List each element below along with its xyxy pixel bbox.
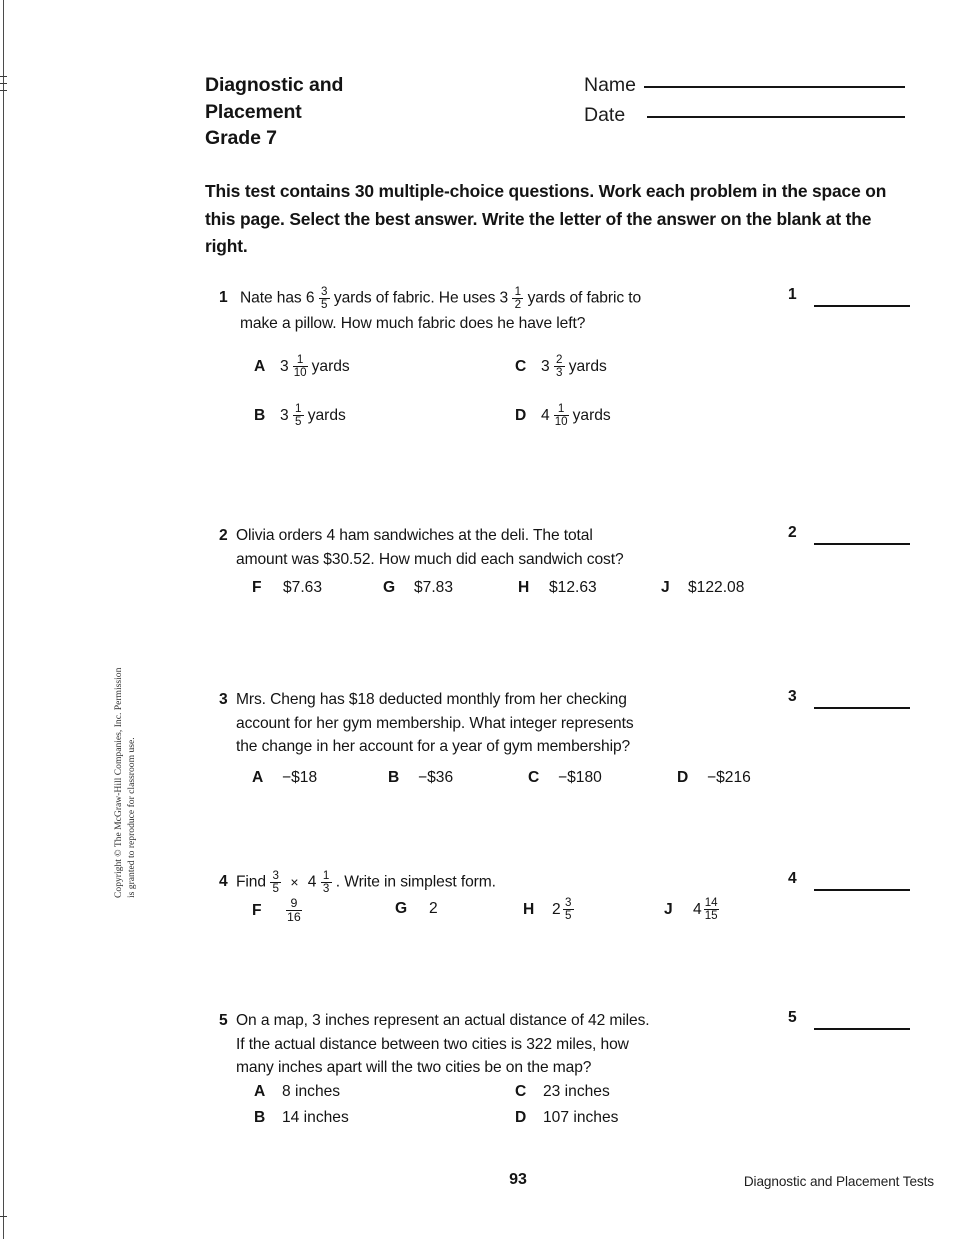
question-5-option-C[interactable]: C 23 inches xyxy=(515,1080,610,1103)
multiplication-sign: × xyxy=(290,873,299,890)
q5-stem-line-3: many inches apart will the two cities be on the map? xyxy=(236,1059,592,1076)
question-3-number: 3 xyxy=(219,691,228,708)
option-A-fraction: $\frac{1}{10}$ xyxy=(293,352,307,379)
question-4-answer-number: 4 xyxy=(788,870,797,887)
copyright-notice xyxy=(112,598,138,898)
question-4-stem xyxy=(236,870,766,895)
test-title xyxy=(205,72,343,152)
option-C-value: −$180 xyxy=(558,769,602,786)
option-B-fraction: $\frac{1}{5}$ xyxy=(293,403,304,428)
question-2-stem xyxy=(236,524,766,571)
option-C-value: 23 inches xyxy=(543,1083,610,1100)
question-2-answer-slot[interactable] xyxy=(788,524,913,548)
option-F-value: $7.63 xyxy=(283,579,323,596)
option-F-fraction: $\frac{9}{16}$ xyxy=(287,895,301,924)
option-J-value: $122.08 xyxy=(688,579,745,596)
question-3-answer-line[interactable] xyxy=(814,707,910,709)
name-date-block xyxy=(584,74,905,134)
option-B-value: −$36 xyxy=(418,769,454,786)
option-D-fraction: $\frac{1}{10}$ xyxy=(554,401,568,428)
page-header xyxy=(205,72,905,182)
option-H-value: 2 $\frac{3}{5}$ xyxy=(552,897,574,922)
question-5-answer-number: 5 xyxy=(788,1009,797,1026)
question-2-option-J[interactable]: J $122.08 xyxy=(661,576,744,599)
question-3-answer-slot[interactable] xyxy=(788,688,913,712)
q4-stem-part-3: . Write in simplest form. xyxy=(335,873,496,891)
question-1-answer-number: 1 xyxy=(788,286,797,303)
question-1-answer-slot[interactable] xyxy=(788,286,913,310)
option-D-value: 107 inches xyxy=(543,1109,619,1126)
question-3-stem xyxy=(236,688,766,759)
question-1-option-B[interactable]: B 3 $\frac{1}{5}$ yards xyxy=(254,401,346,428)
question-5-option-D[interactable]: D 107 inches xyxy=(515,1106,618,1129)
option-B-value: 3 $\frac{1}{5}$ yards xyxy=(280,401,346,428)
option-C-value: 3 $\frac{2}{3}$ yards xyxy=(541,352,607,379)
q3-stem-line-3: the change in her account for a year of gym membership? xyxy=(236,738,631,755)
q5-stem-line-1: On a map, 3 inches represent an actual distance of 42 miles. xyxy=(236,1012,650,1029)
test-title-line-1: Diagnostic and xyxy=(205,74,344,96)
option-J-value: 4 $\frac{14}{15}$ xyxy=(693,895,718,922)
q1-fraction-1: $\frac{3}{5}$ xyxy=(319,286,330,311)
test-instructions: This test contains 30 multiple-choice questions. Work each problem in the space on this page. Select the best answer. Write the letter of the answer on the blank at the right. xyxy=(205,181,887,256)
option-H-value: $12.63 xyxy=(549,579,597,596)
question-3-answer-number: 3 xyxy=(788,688,797,705)
question-4-option-F[interactable]: F $\frac{9}{16}$ xyxy=(252,895,301,924)
question-5-answer-slot[interactable] xyxy=(788,1009,913,1033)
option-C-fraction: $\frac{2}{3}$ xyxy=(554,354,565,379)
question-1-option-D[interactable]: D 4 $\frac{1}{10}$ yards xyxy=(515,401,611,428)
option-J-fraction: $\frac{14}{15}$ xyxy=(704,895,718,922)
question-3-option-B[interactable]: B −$36 xyxy=(388,766,453,789)
question-4-answer-slot[interactable] xyxy=(788,870,913,894)
option-A-value: −$18 xyxy=(282,769,318,786)
scan-artifact xyxy=(0,1216,7,1217)
q3-stem-line-2: account for her gym membership. What integer represents xyxy=(236,714,634,732)
question-3-option-C[interactable]: C −$180 xyxy=(528,766,602,789)
question-2-answer-number: 2 xyxy=(788,524,797,541)
date-input-line[interactable] xyxy=(647,116,905,118)
copyright-line-1: Copyright © The McGraw-Hill Companies, Inc. Permission xyxy=(113,667,124,898)
q1-fraction-2: $\frac{1}{2}$ xyxy=(512,286,523,311)
scan-artifact xyxy=(0,90,7,91)
q1-stem-line-2: make a pillow. How much fabric does he have left? xyxy=(240,315,586,332)
q2-stem-line-2: amount was $30.52. How much did each sandwich cost? xyxy=(236,550,624,568)
q4-fraction-1: $\frac{3}{5}$ xyxy=(270,870,281,895)
question-5-answer-line[interactable] xyxy=(814,1028,910,1030)
question-2-number: 2 xyxy=(219,527,228,544)
question-3-option-D[interactable]: D −$216 xyxy=(677,766,751,789)
question-2-option-G[interactable]: G $7.83 xyxy=(383,576,453,599)
question-1-option-C[interactable]: C 3 $\frac{2}{3}$ yards xyxy=(515,352,607,379)
question-4-number: 4 xyxy=(219,873,228,890)
question-1-stem xyxy=(240,286,770,336)
question-1-number: 1 xyxy=(219,289,228,306)
q4-stem-part-1: Find xyxy=(236,873,266,891)
question-5-stem xyxy=(236,1009,766,1080)
question-2-option-H[interactable]: H $12.63 xyxy=(518,576,597,599)
copyright-line-2: is granted to reproduce for classroom use. xyxy=(126,737,137,898)
question-5-option-A[interactable]: A 8 inches xyxy=(254,1080,340,1103)
question-5-option-B[interactable]: B 14 inches xyxy=(254,1106,349,1129)
footer-label: Diagnostic and Placement Tests xyxy=(743,1174,934,1189)
question-4-option-J[interactable]: J 4 $\frac{14}{15}$ xyxy=(664,895,718,922)
q5-stem-line-2: If the actual distance between two cities is 322 miles, how xyxy=(236,1035,629,1053)
date-row xyxy=(584,104,905,134)
question-2-answer-line[interactable] xyxy=(814,543,910,545)
question-4-option-H[interactable]: H 2 $\frac{3}{5}$ xyxy=(523,897,574,922)
question-4-option-G[interactable]: G 2 xyxy=(395,897,438,920)
name-row xyxy=(584,74,905,104)
q1-stem-part-2: yards of fabric. He uses 3 xyxy=(333,289,509,307)
q1-stem-part-3: yards of fabric to xyxy=(527,289,642,307)
q4-stem-part-2: 4 xyxy=(307,873,317,891)
date-label: Date xyxy=(584,104,626,126)
q2-stem-line-1: Olivia orders 4 ham sandwiches at the deli. The total xyxy=(236,527,593,544)
option-G-value: $7.83 xyxy=(414,579,454,596)
q1-stem-part-1: Nate has 6 xyxy=(240,289,315,307)
question-1-option-A[interactable]: A 3 $\frac{1}{10}$ yards xyxy=(254,352,350,379)
test-title-line-3: Grade 7 xyxy=(205,127,277,149)
option-G-value: 2 xyxy=(429,900,438,917)
name-label: Name xyxy=(584,74,637,96)
page-number: 93 xyxy=(509,1171,527,1188)
option-A-value: 3 $\frac{1}{10}$ yards xyxy=(280,352,350,379)
option-D-value: −$216 xyxy=(707,769,751,786)
scan-edge-line xyxy=(3,0,4,1239)
q3-stem-line-1: Mrs. Cheng has $18 deducted monthly from her checking xyxy=(236,691,627,708)
option-H-fraction: $\frac{3}{5}$ xyxy=(563,897,574,922)
test-title-line-2: Placement xyxy=(205,100,302,123)
option-B-value: 14 inches xyxy=(282,1109,349,1126)
name-input-line[interactable] xyxy=(644,86,905,88)
question-5-number: 5 xyxy=(219,1012,228,1029)
question-3-option-A[interactable]: A −$18 xyxy=(252,766,317,789)
question-4-answer-line[interactable] xyxy=(814,889,910,891)
scan-artifact xyxy=(0,83,7,84)
option-A-value: 8 inches xyxy=(282,1083,341,1100)
question-1-answer-line[interactable] xyxy=(814,305,910,307)
question-2-option-F[interactable]: F $7.63 xyxy=(252,576,322,599)
option-F-value xyxy=(286,897,302,924)
scan-artifact xyxy=(0,76,7,77)
option-D-value: 4 $\frac{1}{10}$ yards xyxy=(541,401,611,428)
q4-fraction-2: $\frac{1}{3}$ xyxy=(321,870,332,895)
